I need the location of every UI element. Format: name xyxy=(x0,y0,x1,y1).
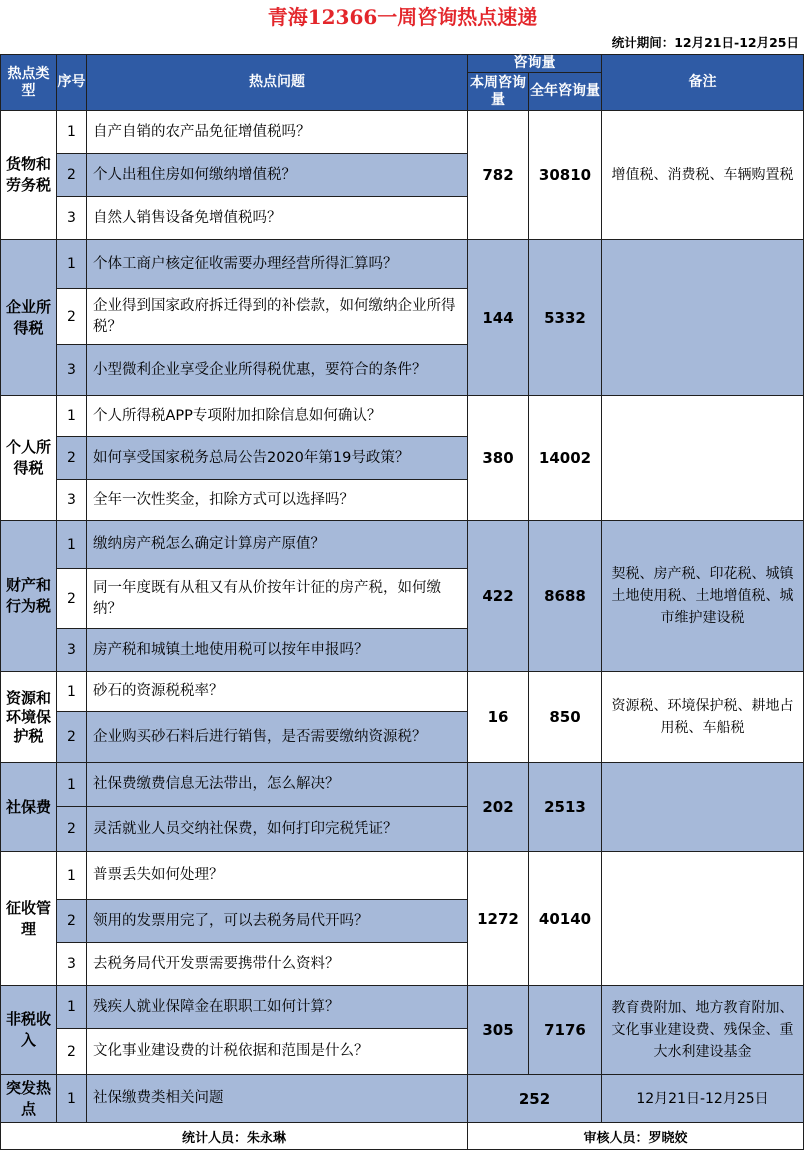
question-cell: 领用的发票用完了，可以去税务局代开吗？ xyxy=(87,900,468,943)
question-cell: 自然人销售设备免增值税吗？ xyxy=(87,197,468,240)
seq-cell: 1 xyxy=(57,763,87,807)
seq-cell: 3 xyxy=(57,345,87,396)
header-seq: 序号 xyxy=(57,55,87,111)
seq-cell: 2 xyxy=(57,712,87,763)
year-count: 14002 xyxy=(529,396,602,521)
seq-cell: 2 xyxy=(57,569,87,629)
question-cell: 自产自销的农产品免征增值税吗？ xyxy=(87,111,468,154)
question-cell: 小型微利企业享受企业所得税优惠，要符合的条件？ xyxy=(87,345,468,396)
question-cell: 如何享受国家税务总局公告2020年第19号政策？ xyxy=(87,437,468,480)
seq-cell: 1 xyxy=(57,521,87,569)
seq-cell: 1 xyxy=(57,396,87,437)
remark-cell: 教育费附加、地方教育附加、文化事业建设费、残保金、重大水利建设基金 xyxy=(602,986,804,1075)
seq-cell: 1 xyxy=(57,672,87,712)
remark-cell xyxy=(602,852,804,986)
question-cell: 砂石的资源税税率？ xyxy=(87,672,468,712)
question-cell: 房产税和城镇土地使用税可以按年申报吗？ xyxy=(87,629,468,672)
seq-cell: 3 xyxy=(57,943,87,986)
week-count: 305 xyxy=(468,986,529,1075)
seq-cell: 1 xyxy=(57,852,87,900)
seq-cell: 2 xyxy=(57,900,87,943)
week-count: 144 xyxy=(468,240,529,396)
remark-cell xyxy=(602,240,804,396)
year-count: 7176 xyxy=(529,986,602,1075)
category-cell: 资源和环境保护税 xyxy=(1,672,57,763)
week-count: 202 xyxy=(468,763,529,852)
remark-cell xyxy=(602,763,804,852)
burst-question-cell: 社保缴费类相关问题 xyxy=(87,1075,468,1123)
year-count: 8688 xyxy=(529,521,602,672)
seq-cell: 2 xyxy=(57,807,87,852)
header-question: 热点问题 xyxy=(87,55,468,111)
statistics-period: 统计期间：12月21日-12月25日 xyxy=(611,35,799,50)
category-cell: 货物和劳务税 xyxy=(1,111,57,240)
category-cell: 社保费 xyxy=(1,763,57,852)
week-count: 422 xyxy=(468,521,529,672)
remark-cell xyxy=(602,396,804,521)
header-remark: 备注 xyxy=(602,55,804,111)
header-volume: 咨询量 xyxy=(468,55,602,73)
question-cell: 个人出租住房如何缴纳增值税？ xyxy=(87,154,468,197)
auditor: 审核人员：罗晓姣 xyxy=(468,1123,804,1150)
question-cell: 去税务局代开发票需要携带什么资料？ xyxy=(87,943,468,986)
week-count: 380 xyxy=(468,396,529,521)
header-week: 本周咨询量 xyxy=(468,73,529,111)
category-cell: 征收管理 xyxy=(1,852,57,986)
year-count: 2513 xyxy=(529,763,602,852)
question-cell: 企业得到国家政府拆迁得到的补偿款，如何缴纳企业所得税？ xyxy=(87,289,468,345)
week-count: 782 xyxy=(468,111,529,240)
header-type: 热点类型 xyxy=(1,55,57,111)
question-cell: 缴纳房产税怎么确定计算房产原值？ xyxy=(87,521,468,569)
year-count: 40140 xyxy=(529,852,602,986)
table-body xyxy=(1,111,804,1150)
year-count: 5332 xyxy=(529,240,602,396)
category-cell: 个人所得税 xyxy=(1,396,57,521)
year-count: 850 xyxy=(529,672,602,763)
seq-cell: 2 xyxy=(57,437,87,480)
seq-cell: 3 xyxy=(57,197,87,240)
burst-category-cell: 突发热点 xyxy=(1,1075,57,1123)
question-cell: 文化事业建设费的计税依据和范围是什么？ xyxy=(87,1029,468,1075)
category-cell: 企业所得税 xyxy=(1,240,57,396)
question-cell: 残疾人就业保障金在职职工如何计算？ xyxy=(87,986,468,1029)
question-cell: 社保费缴费信息无法带出，怎么解决？ xyxy=(87,763,468,807)
seq-cell: 1 xyxy=(57,240,87,289)
year-count: 30810 xyxy=(529,111,602,240)
remark-cell: 契税、房产税、印花税、城镇土地使用税、土地增值税、城市维护建设税 xyxy=(602,521,804,672)
category-cell: 非税收入 xyxy=(1,986,57,1075)
burst-seq-cell: 1 xyxy=(57,1075,87,1123)
seq-cell: 2 xyxy=(57,289,87,345)
seq-cell: 2 xyxy=(57,154,87,197)
question-cell: 全年一次性奖金，扣除方式可以选择吗？ xyxy=(87,480,468,521)
burst-remark-cell: 12月21日-12月25日 xyxy=(602,1075,804,1123)
remark-cell: 资源税、环境保护税、耕地占用税、车船税 xyxy=(602,672,804,763)
seq-cell: 2 xyxy=(57,1029,87,1075)
question-cell: 普票丢失如何处理？ xyxy=(87,852,468,900)
question-cell: 同一年度既有从租又有从价按年计征的房产税，如何缴纳？ xyxy=(87,569,468,629)
week-count: 16 xyxy=(468,672,529,763)
week-count: 1272 xyxy=(468,852,529,986)
burst-total-count: 252 xyxy=(468,1075,602,1123)
seq-cell: 1 xyxy=(57,986,87,1029)
question-cell: 个体工商户核定征收需要办理经营所得汇算吗？ xyxy=(87,240,468,289)
category-cell: 财产和行为税 xyxy=(1,521,57,672)
remark-cell: 增值税、消费税、车辆购置税 xyxy=(602,111,804,240)
question-cell: 企业购买砂石料后进行销售，是否需要缴纳资源税？ xyxy=(87,712,468,763)
seq-cell: 3 xyxy=(57,629,87,672)
header-year: 全年咨询量 xyxy=(529,73,602,111)
question-cell: 灵活就业人员交纳社保费，如何打印完税凭证？ xyxy=(87,807,468,852)
hotspot-table xyxy=(0,54,804,1150)
seq-cell: 1 xyxy=(57,111,87,154)
statistician: 统计人员：朱永琳 xyxy=(1,1123,468,1150)
page-title: 青海12366一周咨询热点速递 xyxy=(267,5,538,29)
question-cell: 个人所得税APP专项附加扣除信息如何确认？ xyxy=(87,396,468,437)
seq-cell: 3 xyxy=(57,480,87,521)
